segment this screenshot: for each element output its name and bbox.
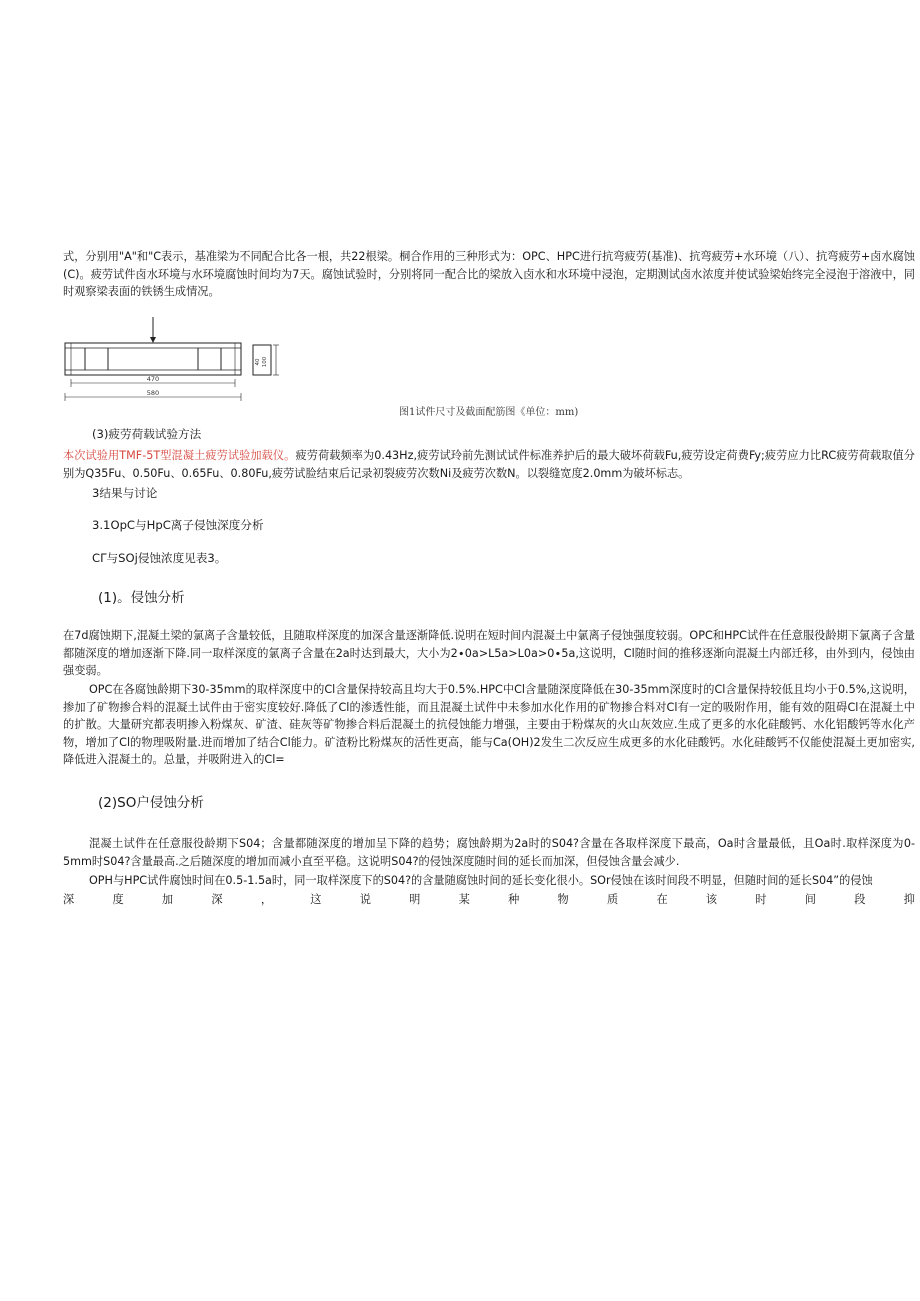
word: 种 [508,893,520,906]
word: 质 [606,893,619,906]
heading-results: 3结果与讨论 [92,486,158,500]
word: 度 [112,893,124,906]
specimen-figure [63,315,313,409]
word: 深 [211,893,223,906]
word: 深 [63,893,75,906]
heading-section-3-1: 3.1OpC与HpC离子侵蚀深度分析 [92,518,264,532]
specimen-diagram [63,315,313,405]
word: 说 [359,893,371,906]
figure-caption: 图1试件尺寸及截面配筋图《单位：mm) [399,407,579,418]
dimension-side-2: 100 [262,356,268,368]
paragraph-so4: 混凝土试件在任意服役龄期下S04；含量都随深度的增加呈下降的趋势；腐蚀龄期为2a时的S04?含量在各取样深度下最高，Oa时含量最低，且Oa时.取样深度为0-5mm时S04?含量最高.之后随深度的增加而减小直至平稳。这说明S04?的侵蚀深度随时间的延长而加深，但侵蚀含量会减少. [63,837,915,868]
word: 这 [310,893,322,906]
word: 加 [161,893,174,906]
word: 该 [705,893,718,906]
highlighted-sentence: 本次试验用TMF-5T型混凝土疲劳试验加载仪。 [63,449,296,462]
word: 明 [409,893,421,906]
paragraph-7d-corrosion: 在7d腐蚀期下,混凝土梁的氯离子含量较低，且随取样深度的加深含量逐渐降低.说明在短时间内混凝土中氯离子侵蚀强度较弱。OPC和HPC试件在任意服役龄期下氯离子含量都随深度的增加逐渐下降.同一取样深度的氯离子含量在2a时达到最大，大小为2∙0a>L5a>L0a>0∙5a,这说明，Cl随时间的推移逐渐向混凝土内部迁移，由外到内，侵蚀由强变弱。 [63,629,915,677]
word: 某 [458,893,470,906]
dimension-side-1: 40 [255,358,261,366]
paragraph-fatigue-text: 疲劳荷载频率为0.43Hz,疲劳试玲前先测试试件标准养护后的最大破坏荷载Fu,疲劳设定荷费Fy;疲劳应力比RC疲劳荷载取值分别为Q35Fu、0.50Fu、0.65Fu、0.80Fu,疲劳试脸结束后记录初裂疲劳次数Ni及疲劳次数N。以裂缝宽度2.0mm为破坏标志。 [63,449,915,480]
heading-erosion-analysis: (1)。侵蚀分析 [98,590,185,606]
paragraph-oph-hpc: OPH与HPC试件腐蚀时间在0.5-1.5a时，同一取样深度下的S04?的含量随腐蚀时间的延长变化很小。SOr侵蚀在该时间段不明显，但随时间的延长S04”的侵蚀 [89,874,873,887]
word: ， [260,893,273,906]
heading-so-erosion: (2)SO户侵蚀分析 [98,795,204,811]
word: 物 [557,893,569,906]
word: 在 [656,893,668,906]
word: 时 [755,893,767,906]
word: 间 [804,893,816,906]
last-line-spread [63,891,915,909]
heading-fatigue-method: (3)疲劳荷载试验方法 [92,427,202,441]
paragraph-intro: 式，分别用"A"和"C表示，基准梁为不同配合比各一根，共22根梁。桐合作用的三种形式为：OPC、HPC进行抗弯疲劳(基准)、抗弯疲劳+水环境（八）、抗弯疲劳+卤水腐蚀(C)。疲劳试件卤水环境与水环境腐蚀时间均为7天。腐蚀试验时，分别将同一配合比的梁放入卤水和水环境中浸泡，定期测试卤水浓度并使试验梁始终完全浸泡于溶液中，同时观察梁表面的铁锈生成情况。 [63,250,915,298]
dimension-470: 470 [146,375,160,383]
word: 抑 [903,893,915,906]
word: 段 [854,893,866,906]
paragraph-fatigue [63,447,915,482]
paragraph-opc-hpc: OPC在各腐蚀龄期下30-35mm的取样深度中的Cl含量保持较高且均大于0.5%.HPC中Cl含量随深度降低在30-35mm深度时的Cl含量保持较低且均小于0.5%,这说明，掺加了矿物掺合料的混凝土试件由于密实度较好.降低了Cl的渗透性能，而且混凝土试件中未参加水化作用的矿物掺合料对Cl有一定的吸附作用，能有效的阻碍Cl在混凝土中的扩散。大量研究都表明掺入粉煤灰、矿渣、硅灰等矿物掺合料后混凝土的抗侵蚀能力增强，主要由于粉煤灰的火山灰效应.生成了更多的水化硅酸钙、水化铝酸钙等水化产物，增加了Cl的物理吸附量.进而增加了结合Cl能力。矿渣粉比粉煤灰的活性更高，能与Ca(OH)2发生二次反应生成更多的水化硅酸钙。水化硅酸钙不仅能使混凝土更加密实,降低进入混凝土的。总量，并吸附进入的Cl= [63,683,915,766]
line-concentration-table-ref: CΓ与SOj侵蚀浓度见表3。 [92,551,227,565]
dimension-580: 580 [146,389,160,397]
